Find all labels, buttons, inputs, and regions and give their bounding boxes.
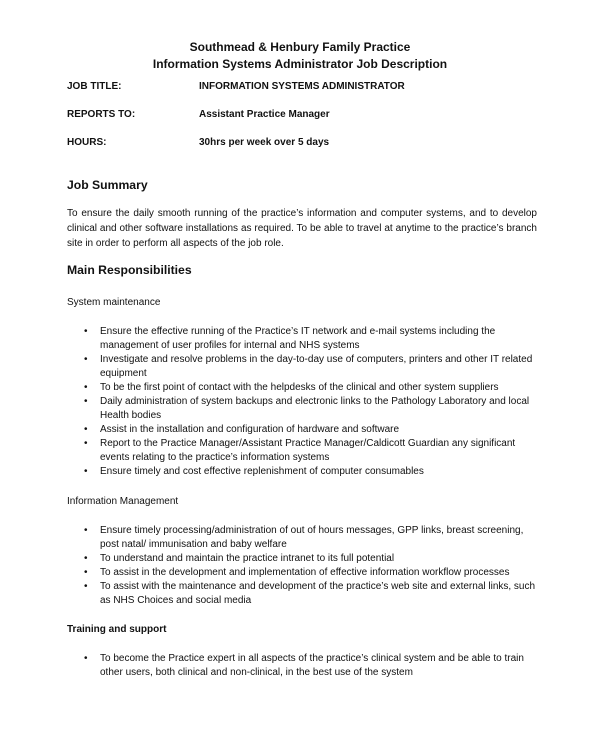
- information-management-heading: Information Management: [67, 496, 179, 507]
- bullet-icon: •: [84, 581, 88, 592]
- bullet-icon: •: [84, 567, 88, 578]
- list-item-text: To assist in the development and implementation of effective information workflow processes: [100, 567, 510, 578]
- system-maintenance-list: [0, 325, 600, 479]
- list-item: [0, 580, 540, 608]
- bullet-icon: •: [84, 326, 88, 337]
- practice-name: Southmead & Henbury Family Practice: [189, 40, 411, 54]
- bullet-icon: •: [84, 382, 88, 393]
- list-item: [0, 395, 540, 423]
- bullet-icon: •: [84, 525, 88, 536]
- main-responsibilities-heading: Main Responsibilities: [67, 263, 192, 277]
- job-summary-heading: Job Summary: [67, 178, 148, 192]
- list-item-text: Report to the Practice Manager/Assistant Practice Manager/Caldicott Guardian any significant events relating to the practice’s information systems: [100, 438, 516, 463]
- list-item-text: Ensure timely and cost effective replenishment of computer consumables: [100, 466, 424, 477]
- list-item: [0, 423, 540, 437]
- training-support-list: [0, 652, 600, 680]
- list-item-text: Ensure timely processing/administration of out of hours messages, GPP links, breast screening, post natal/ immunisation and baby welfare: [100, 525, 524, 550]
- training-support-heading: Training and support: [67, 624, 167, 635]
- list-item: [0, 524, 540, 552]
- list-item-text: Ensure the effective running of the Practice’s IT network and e-mail systems including the management of user profiles for internal and NHS systems: [100, 326, 496, 351]
- list-item: [0, 566, 540, 580]
- job-summary-text: To ensure the daily smooth running of the practice’s information and computer systems, and to develop clinical and other software installations as required. To be able to travel at anytime to the practice’s branch site in order to perform all aspects of the job role.: [67, 208, 537, 249]
- list-item-text: To become the Practice expert in all aspects of the practice’s clinical system and be able to train other users, both clinical and non-clinical, in the best use of the system: [100, 653, 524, 678]
- hours-label: HOURS:: [67, 137, 107, 148]
- list-item-text: Daily administration of system backups and electronic links to the Pathology Laboratory and local Health bodies: [100, 396, 530, 421]
- hours-value: 30hrs per week over 5 days: [199, 137, 330, 148]
- system-maintenance-heading: System maintenance: [67, 297, 161, 308]
- list-item-text: Investigate and resolve problems in the day-to-day use of computers, printers and other IT related equipment: [100, 354, 533, 379]
- list-item-text: To assist with the maintenance and development of the practice’s web site and external links, such as NHS Choices and social media: [100, 581, 536, 606]
- job-title-label: JOB TITLE:: [67, 81, 122, 92]
- bullet-icon: •: [84, 438, 88, 449]
- list-item-text: Assist in the installation and configuration of hardware and software: [100, 424, 400, 435]
- bullet-icon: •: [84, 354, 88, 365]
- list-item: [0, 465, 540, 479]
- bullet-icon: •: [84, 466, 88, 477]
- list-item: [0, 552, 540, 566]
- bullet-icon: •: [84, 396, 88, 407]
- reports-to-value: Assistant Practice Manager: [199, 109, 330, 120]
- list-item: [0, 325, 540, 353]
- information-management-list: [0, 524, 600, 608]
- bullet-icon: •: [84, 653, 88, 664]
- list-item-text: To be the first point of contact with the helpdesks of the clinical and other system suppliers: [100, 382, 499, 393]
- job-title-value: INFORMATION SYSTEMS ADMINISTRATOR: [199, 81, 405, 92]
- bullet-icon: •: [84, 553, 88, 564]
- document-title: Information Systems Administrator Job Description: [152, 57, 448, 71]
- list-item: [0, 652, 540, 680]
- list-item: [0, 353, 540, 381]
- bullet-icon: •: [84, 424, 88, 435]
- list-item: [0, 437, 540, 465]
- list-item: [0, 381, 540, 395]
- list-item-text: To understand and maintain the practice intranet to its full potential: [100, 553, 395, 564]
- reports-to-label: REPORTS TO:: [67, 109, 136, 120]
